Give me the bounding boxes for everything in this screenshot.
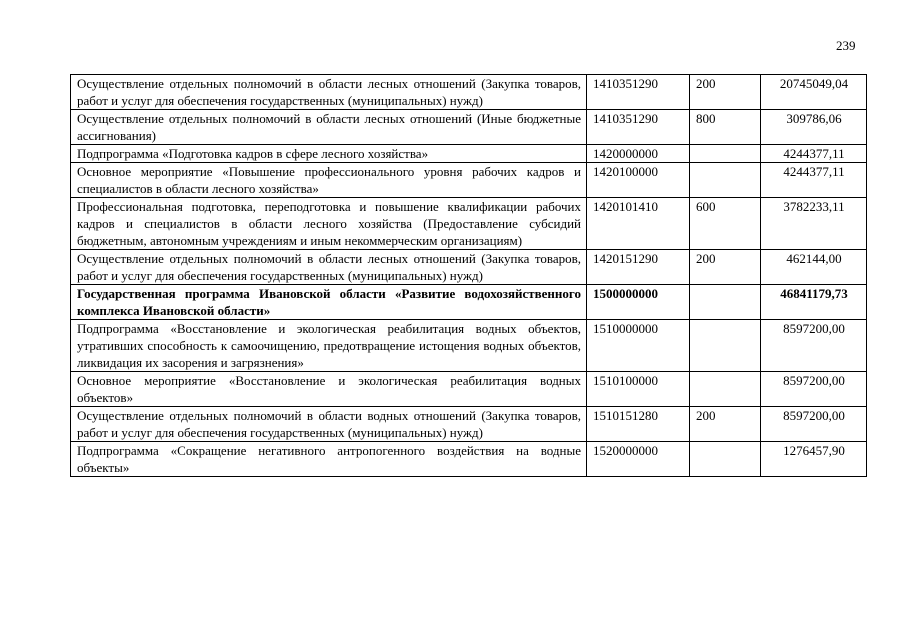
- row-name: Осуществление отдельных полномочий в области водных отношений (Закупка товаров, работ и услуг для обеспечения государственных (муниципальных) нужд): [71, 407, 587, 442]
- row-code: 1410351290: [587, 110, 690, 145]
- row-name: Основное мероприятие «Повышение профессионального уровня рабочих кадров и специалистов в области лесного хозяйства»: [71, 163, 587, 198]
- table-row: [71, 407, 867, 442]
- budget-table: [70, 74, 867, 477]
- row-code: 1420000000: [587, 145, 690, 163]
- row-code: 1420100000: [587, 163, 690, 198]
- row-type: [690, 320, 761, 372]
- row-amount: 8597200,00: [761, 372, 867, 407]
- row-code: 1520000000: [587, 442, 690, 477]
- row-code: 1510000000: [587, 320, 690, 372]
- row-amount: 462144,00: [761, 250, 867, 285]
- row-amount: 8597200,00: [761, 320, 867, 372]
- row-type: [690, 163, 761, 198]
- row-name: Подпрограмма «Восстановление и экологическая реабилитация водных объектов, утративших способность к самоочищению, предотвращение истощения водных объектов, ликвидация их засорения и загрязнения»: [71, 320, 587, 372]
- table-row: [71, 145, 867, 163]
- row-type: [690, 285, 761, 320]
- table-row: [71, 250, 867, 285]
- row-code: 1420101410: [587, 198, 690, 250]
- row-name: Осуществление отдельных полномочий в области лесных отношений (Закупка товаров, работ и услуг для обеспечения государственных (муниципальных) нужд): [71, 250, 587, 285]
- row-code: 1510100000: [587, 372, 690, 407]
- row-name: Подпрограмма «Сокращение негативного антропогенного воздействия на водные объекты»: [71, 442, 587, 477]
- page-number: 239: [836, 38, 856, 53]
- row-code: 1510151280: [587, 407, 690, 442]
- row-amount: 4244377,11: [761, 145, 867, 163]
- row-type: 200: [690, 250, 761, 285]
- row-code: 1420151290: [587, 250, 690, 285]
- row-amount: 8597200,00: [761, 407, 867, 442]
- row-code: 1500000000: [587, 285, 690, 320]
- row-type: 800: [690, 110, 761, 145]
- table-row: [71, 75, 867, 110]
- row-amount: 46841179,73: [761, 285, 867, 320]
- row-name: Основное мероприятие «Восстановление и экологическая реабилитация водных объектов»: [71, 372, 587, 407]
- row-name: Осуществление отдельных полномочий в области лесных отношений (Закупка товаров, работ и услуг для обеспечения государственных (муниципальных) нужд): [71, 75, 587, 110]
- row-type: [690, 442, 761, 477]
- row-name: Профессиональная подготовка, переподготовка и повышение квалификации рабочих кадров и специалистов в области лесного хозяйства (Предоставление субсидий бюджетным, автономным учреждениям и иным некоммерческим организациям): [71, 198, 587, 250]
- table-row: [71, 320, 867, 372]
- table-row: [71, 163, 867, 198]
- row-name: Осуществление отдельных полномочий в области лесных отношений (Иные бюджетные ассигнования): [71, 110, 587, 145]
- table-row: [71, 198, 867, 250]
- table-row: [71, 110, 867, 145]
- row-amount: 3782233,11: [761, 198, 867, 250]
- row-type: 200: [690, 407, 761, 442]
- row-type: [690, 372, 761, 407]
- row-amount: 1276457,90: [761, 442, 867, 477]
- row-amount: 20745049,04: [761, 75, 867, 110]
- row-type: 200: [690, 75, 761, 110]
- row-name: Государственная программа Ивановской области «Развитие водохозяйственного комплекса Ивановской области»: [71, 285, 587, 320]
- row-type: 600: [690, 198, 761, 250]
- row-amount: 309786,06: [761, 110, 867, 145]
- row-type: [690, 145, 761, 163]
- row-name: Подпрограмма «Подготовка кадров в сфере лесного хозяйства»: [71, 145, 587, 163]
- row-amount: 4244377,11: [761, 163, 867, 198]
- table-row: [71, 372, 867, 407]
- table-row-program: [71, 285, 867, 320]
- table-row: [71, 442, 867, 477]
- row-code: 1410351290: [587, 75, 690, 110]
